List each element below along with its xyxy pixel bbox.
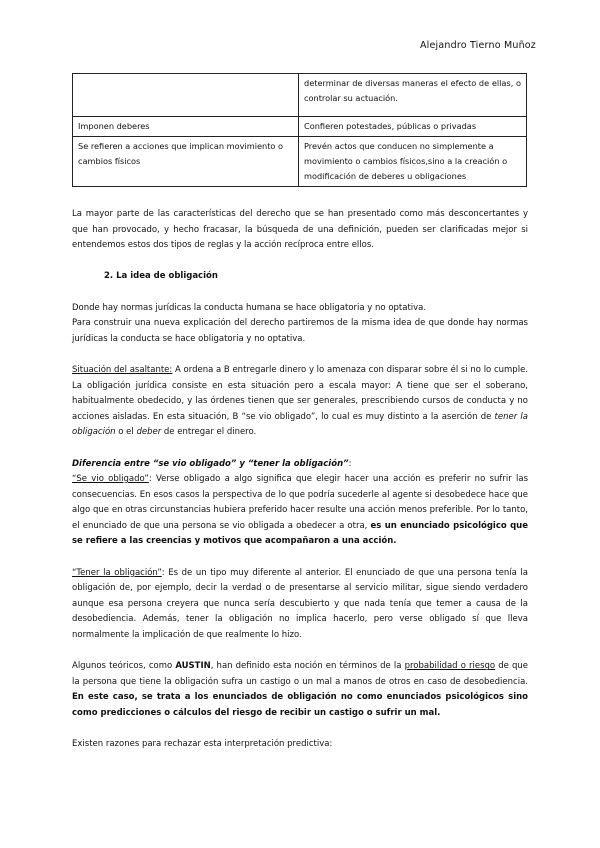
emphasis: deber [136,427,162,438]
comparison-table [72,73,527,187]
table-row [73,117,527,137]
author-header: Alejandro Tierno Muñoz [419,40,536,51]
term-tener-obligacion: “Tener la obligación” [72,567,162,578]
paragraph-text: o el [115,427,137,438]
paragraph-obligatoria: Donde hay normas jurídicas la conducta humana se hace obligatoria y no optativa. [72,302,427,313]
table-cell: Prevén actos que conducen no simplemente a movimiento o cambios físicos,sino a la creación o modificación de deberes u obligaciones [299,137,527,187]
paragraph-reglas: La mayor parte de las características del derecho que se han presentado como más desconcertantes y que han provocado, y hecho fracasar, la búsqueda de una definición, pueden ser clarificadas mejor si entendemos estos dos tipos de reglas y la acción recíproca entre ellos. [72,209,528,251]
paragraph-razones: Existen razones para rechazar esta interpretación predictiva: [72,739,333,750]
table-cell: Se refieren a acciones que implican movimiento o cambios físicos [73,137,299,187]
paragraph-austin [72,659,528,721]
subheading-text: Diferencia entre “se vio obligado” y “tener la obligación” [72,458,349,469]
term-probabilidad: probabilidad o riesgo [404,661,496,672]
term-asaltante: Situación del asaltante: [72,364,173,375]
term-se-vio-obligado: “Se vio obligado” [72,474,149,485]
paragraph-text: A ordena a B entregarle dinero y lo amenaza con disparar sobre él si no lo cumple. La obligación jurídica consiste en esta situación pero a escala mayor: A tiene que ser el soberano, habitualmente obedecido, y las órdenes tienen que ser generales, prescribiendo cursos de conducta y no acciones aisladas. En esta situación, B “se vio obligado”, lo cual es muy distinto a la aserción de [72,364,528,422]
paragraph-text: : [348,458,352,469]
table-cell: Confieren potestades, públicas o privadas [299,117,527,137]
paragraph-text: : Verse obligado a algo significa que elegir hacer una acción es preferir no sufrir las consecuencias. En esos casos la perspectiva de lo que podría sucederle al agente si desobedece hace que algo que en otras circunstancias hubiera preferido hacer resulte una acción menos preferible. Por lo tanto, el enunciado de que una persona se vio obligada a obedecer a otra, [72,474,528,531]
subheading-diferencia [72,457,528,473]
document-body [72,207,528,753]
table-row [73,74,527,117]
section-heading: 2. La idea de obligación [104,271,218,282]
bold-statement: es un enunciado psicológico que se refiere a las creencias y motivos que acompañaron a una acción. [72,520,528,547]
paragraph-se-vio-obligado [72,472,528,550]
paragraph-text: Algunos teóricos, como [72,661,176,672]
table-cell [73,74,299,117]
emphasis: tener la obligación [72,411,528,438]
table-cell: determinar de diversas maneras el efecto de ellas, o controlar su actuación. [299,74,527,117]
bold-statement: En este caso, se trata a los enunciados de obligación no como enunciados psicológicos sino como predicciones o cálculos del riesgo de recibir un castigo o sufrir un mal. [72,692,528,718]
paragraph-text: de que la persona que tiene la obligación sufra un castigo o un mal a manos de otros en caso de desobediencia. [72,661,529,687]
paragraph-text: de entregar el dinero. [161,427,257,438]
paragraph-asaltante [72,363,528,441]
table-cell: Imponen deberes [73,117,299,137]
table-row [73,137,527,187]
paragraph-explicacion: Para construir una nueva explicación del derecho partiremos de la misma idea de que donde hay normas jurídicas la conducta se hace obligatoria y no optativa. [72,318,528,344]
paragraph-text: : Es de un tipo muy diferente al anterior. El enunciado de que una persona tenía la obligación de, por ejemplo, decir la verdad o de presentarse al servicio militar, sigue siendo verdadero aunque esa persona creyera que nunca sería descubierto y que nada tenía que temer a causa de la desobediencia. Además, tener la obligación no implica hacerlo, pero verse obligado sí que lleva normalmente la implicación de que realmente lo hizo. [72,567,529,641]
paragraph-tener-obligacion [72,566,528,644]
paragraph-text: , han definido esta noción en términos de la [210,661,405,672]
author-name: AUSTIN [175,661,211,672]
